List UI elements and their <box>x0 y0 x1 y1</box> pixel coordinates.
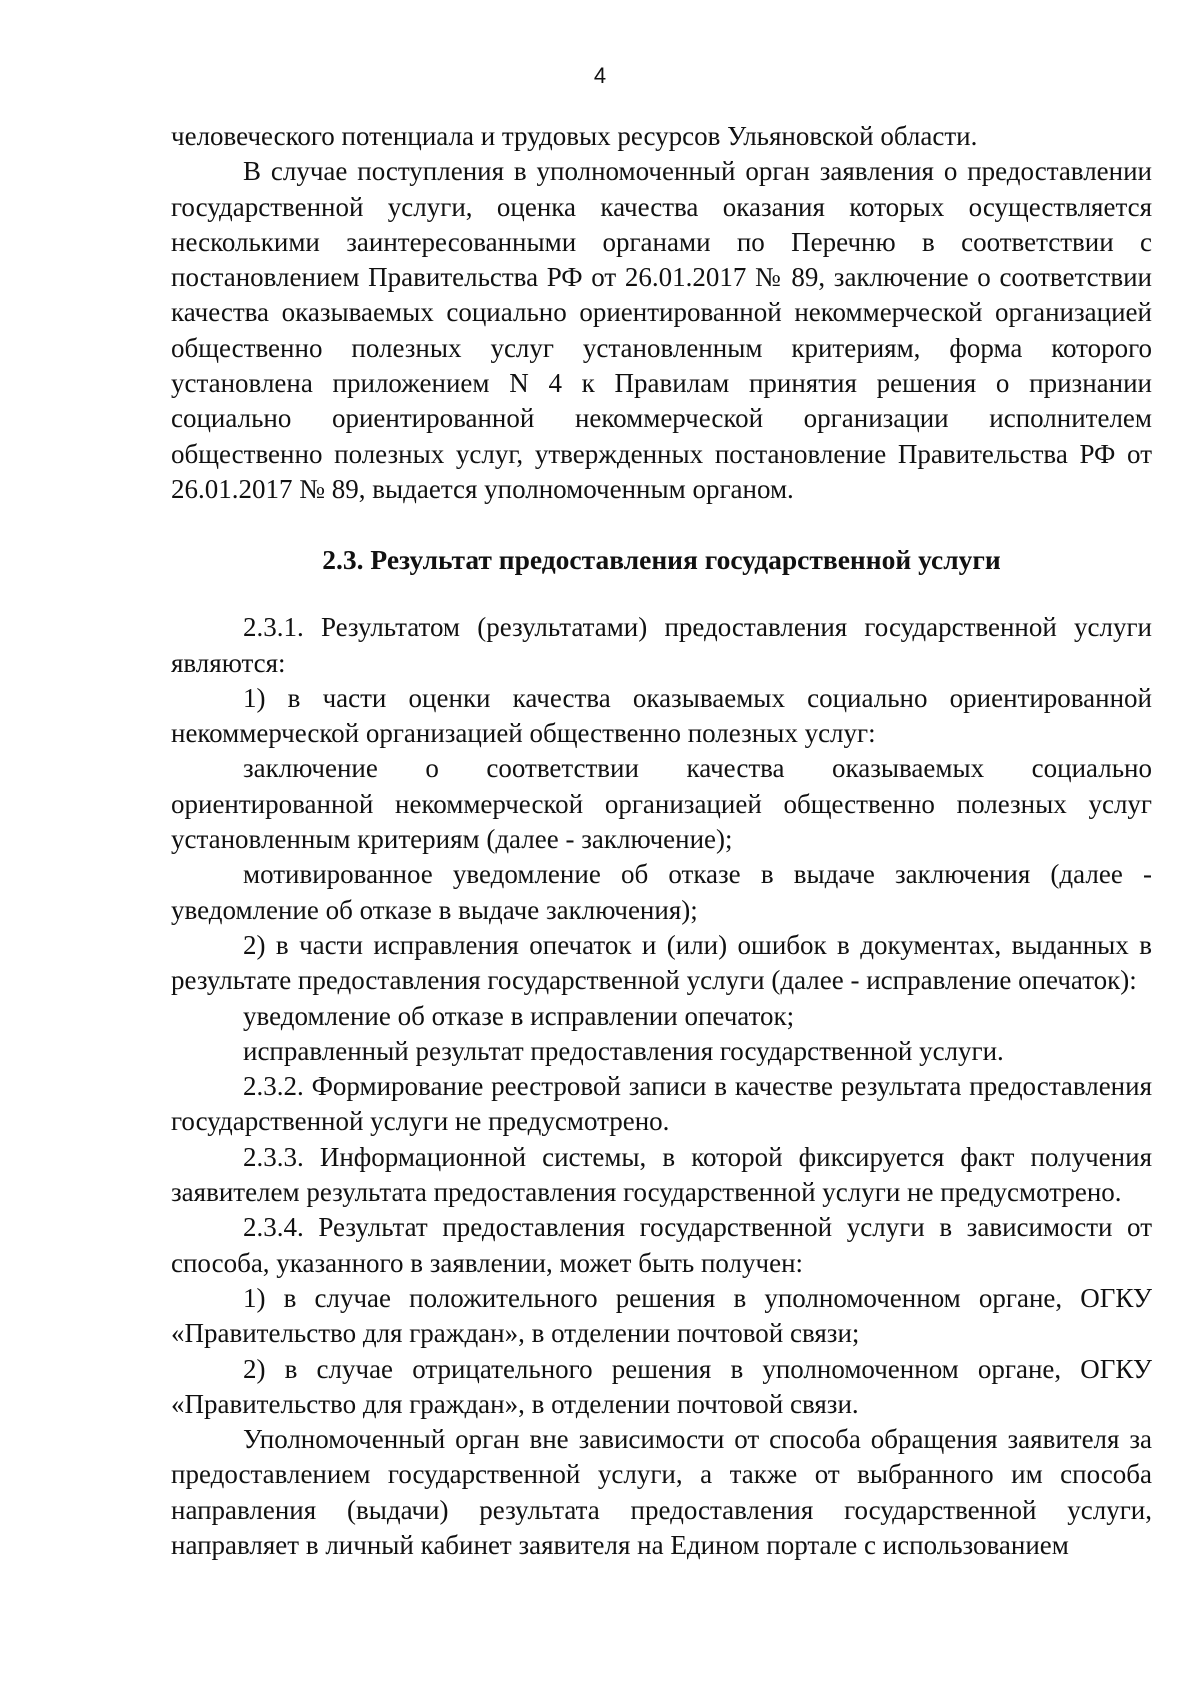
document-body <box>171 119 1152 1563</box>
paragraph-positive-decision: 1) в случае положительного решения в уполномоченном органе, ОГКУ «Правительство для граждан», в отделении почтовой связи; <box>171 1282 1152 1349</box>
paragraph-corrected-result: исправленный результат предоставления государственной услуги. <box>243 1035 1004 1066</box>
paragraph-intro-continuation: человеческого потенциала и трудовых ресурсов Ульяновской области. <box>171 121 978 151</box>
paragraph-intro-conclusion: В случае поступления в уполномоченный орган заявления о предоставлении государственной услуги, оценка качества оказания которых осуществляется несколькими заинтересованными органами по Перечню в соответствии с постановлением Правительства РФ от 26.01.2017 № 89, заключение о соответствии качества оказываемых социально ориентированной некоммерческой организацией общественно полезных услуг установленным критериям, форма которого установлена приложением N 4 к Правилам принятия решения о признании социально ориентированной некоммерческой организации исполнителем общественно полезных услуг, утвержденных постановление Правительства РФ от 26.01.2017 № 89, выдается уполномоченным органом. <box>171 156 1152 504</box>
paragraph-conclusion-definition: заключение о соответствии качества оказываемых социально ориентированной некоммерческой организацией общественно полезных услуг установленным критериям (далее - заключение); <box>171 753 1152 855</box>
paragraph-typo-refusal: уведомление об отказе в исправлении опечаток; <box>243 1000 795 1031</box>
paragraph-item-2: 2) в части исправления опечаток и (или) ошибок в документах, выданных в результате предоставления государственной услуги (далее - исправление опечаток): <box>171 929 1152 996</box>
paragraph-2-3-2: 2.3.2. Формирование реестровой записи в качестве результата предоставления государственной услуги не предусмотрено. <box>171 1071 1152 1137</box>
section-heading: 2.3. Результат предоставления государственной услуги <box>322 544 1001 576</box>
paragraph-refusal-notice: мотивированное уведомление об отказе в выдаче заключения (далее - уведомление об отказе в выдаче заключения); <box>171 859 1152 925</box>
paragraph-2-3-1: 2.3.1. Результатом (результатами) предоставления государственной услуги являются: <box>171 612 1152 678</box>
paragraph-item-1: 1) в части оценки качества оказываемых социально ориентированной некоммерческой организацией общественно полезных услуг: <box>171 682 1152 749</box>
paragraph-2-3-3: 2.3.3. Информационной системы, в которой фиксируется факт получения заявителем результата предоставления государственной услуги не предусмотрено. <box>171 1141 1152 1208</box>
paragraph-2-3-4: 2.3.4. Результат предоставления государственной услуги в зависимости от способа, указанного в заявлении, может быть получен: <box>171 1212 1152 1278</box>
paragraph-negative-decision: 2) в случае отрицательного решения в уполномоченном органе, ОГКУ «Правительство для граждан», в отделении почтовой связи. <box>171 1353 1152 1419</box>
page-number: 4 <box>593 63 607 88</box>
paragraph-authorized-body: Уполномоченный орган вне зависимости от способа обращения заявителя за предоставлением государственной услуги, а также от выбранного им способа направления (выдачи) результата предоставления государственной услуги, направляет в личный кабинет заявителя на Едином портале с использованием <box>171 1424 1152 1560</box>
